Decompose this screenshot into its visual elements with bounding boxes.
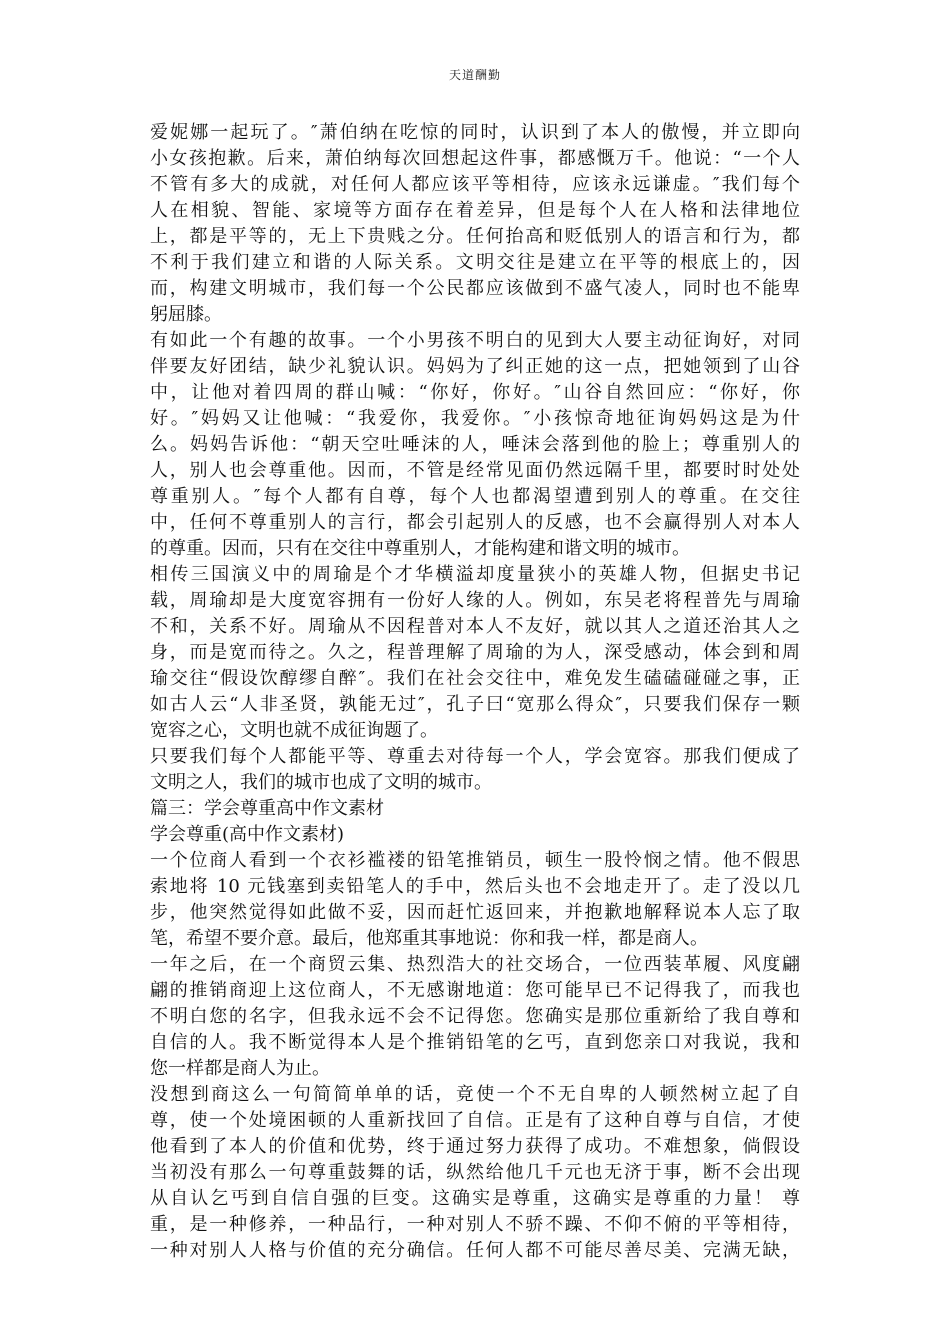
text-line: 宽容之心，文明也就不成征询题了。 (150, 720, 438, 741)
text-line: 索地将 10 元钱塞到卖铅笔人的手中，然后头也不会地走开了。走了没以几 (150, 876, 800, 897)
text-line: 伴要友好团结，缺少礼貌认识。妈妈为了纠正她的这一点，把她领到了山谷 (150, 356, 800, 377)
text-line: 尊，使一个处境困顿的人重新找回了自信。正是有了这种自尊与自信，才使 (150, 1110, 800, 1131)
text-line: 瑜交往“假设饮醇缪自醉″。我们在社会交往中，难免发生磕磕碰碰之事，正 (150, 668, 800, 689)
text-line: 人在相貌、智能、家境等方面存在着差异，但是每个人在人格和法律地位 (150, 200, 800, 221)
text-line: 中，任何不尊重别人的言行，都会引起别人的反感，也不会赢得别人对本人 (150, 512, 800, 533)
text-line: 从自认乞丐到自信自强的巨变。这确实是尊重，这确实是尊重的力量！ 尊 (150, 1188, 800, 1209)
text-line: 的尊重。因而，只有在交往中尊重别人，才能构建和谐文明的城市。 (150, 538, 690, 559)
text-line: 不明白您的名字，但我永远不会不记得您。您确实是那位重新给了我自尊和 (150, 1006, 800, 1027)
text-line: 载，周瑜却是大度宽容拥有一份好人缘的人。例如，东吴老将程普先与周瑜 (150, 590, 800, 611)
document-body (150, 120, 800, 1264)
text-line: 重，是一种修养，一种品行，一种对别人不骄不躁、不仰不俯的平等相待， (150, 1214, 800, 1235)
text-line: 一年之后，在一个商贸云集、热烈浩大的社交场合，一位西装革履、风度翩 (150, 954, 800, 975)
text-line: 而，构建文明城市，我们每一个公民都应该做到不盛气凌人，同时也不能卑 (150, 278, 800, 299)
text-line: 您一样都是商人为止。 (150, 1058, 330, 1079)
text-line: 不管有多大的成就，对任何人都应该平等相待，应该永远谦虚。″我们每个 (150, 174, 800, 195)
text-line: 翩的推销商迎上这位商人，不无感谢地道：您可能早已不记得我了，而我也 (150, 980, 800, 1001)
text-line: 一个位商人看到一个衣衫褴褛的铅笔推销员，顿生一股怜悯之情。他不假思 (150, 850, 800, 871)
text-line: 篇三：学会尊重高中作文素材 (150, 798, 384, 819)
text-line: 上，都是平等的，无上下贵贱之分。任何抬高和贬低别人的语言和行为，都 (150, 226, 800, 247)
text-line: 中，让他对着四周的群山喊：“你好，你好。″山谷自然回应：“你好，你 (150, 382, 800, 403)
text-line: 爱妮娜一起玩了。″萧伯纳在吃惊的同时，认识到了本人的傲慢，并立即向 (150, 122, 800, 143)
page-header: 天道酬勤 (448, 68, 501, 82)
text-line: 身，而是宽而待之。久之，程普理解了周瑜的为人，深受感动，体会到和周 (150, 642, 800, 663)
text-line: 尊重别人。″每个人都有自尊，每个人也都渴望遭到别人的尊重。在交往 (150, 486, 800, 507)
text-line: 自信的人。我不断觉得本人是个推销铅笔的乞丐，直到您亲口对我说，我和 (150, 1032, 800, 1053)
text-line: 好。″妈妈又让他喊：“我爱你，我爱你。″小孩惊奇地征询妈妈这是为什 (150, 408, 800, 429)
text-line: 笔，希望不要介意。最后，他郑重其事地说：你和我一样，都是商人。 (150, 928, 708, 949)
text-line: 一种对别人人格与价值的充分确信。任何人都不可能尽善尽美、完满无缺， (150, 1240, 800, 1261)
text-line: 他看到了本人的价值和优势，终于通过努力获得了成功。不难想象，倘假设 (150, 1136, 800, 1157)
text-line: 不利于我们建立和谐的人际关系。文明交往是建立在平等的根底上的，因 (150, 252, 800, 273)
text-line: 学会尊重(高中作文素材) (150, 824, 345, 845)
text-line: 当初没有那么一句尊重鼓舞的话，纵然给他几千元也无济于事，断不会出现 (150, 1162, 800, 1183)
text-line: 步，他突然觉得如此做不妥，因而赶忙返回来，并抱歉地解释说本人忘了取 (150, 902, 800, 923)
text-line: 不和，关系不好。周瑜从不因程普对本人不友好，就以其人之道还治其人之 (150, 616, 800, 637)
text-line: 么。妈妈告诉他：“朝天空吐唾沫的人，唾沫会落到他的脸上；尊重别人的 (150, 434, 800, 455)
text-line: 有如此一个有趣的故事。一个小男孩不明白的见到大人要主动征询好，对同 (150, 330, 800, 351)
text-line: 小女孩抱歉。后来，萧伯纳每次回想起这件事，都感慨万千。他说：“一个人 (150, 148, 800, 169)
text-line: 相传三国演义中的周瑜是个才华横溢却度量狭小的英雄人物，但据史书记 (150, 564, 800, 585)
text-line: 如古人云“人非圣贤，孰能无过″，孔子曰“宽那么得众″，只要我们保存一颗 (150, 694, 800, 715)
text-line: 没想到商这么一句简简单单的话，竟使一个不无自卑的人顿然树立起了自 (150, 1084, 800, 1105)
text-line: 文明之人，我们的城市也成了文明的城市。 (150, 772, 492, 793)
text-line: 只要我们每个人都能平等、尊重去对待每一个人，学会宽容。那我们便成了 (150, 746, 800, 767)
text-line: 人，别人也会尊重他。因而，不管是经常见面仍然远隔千里，都要时时处处 (150, 460, 800, 481)
text-line: 躬屈膝。 (150, 304, 222, 325)
